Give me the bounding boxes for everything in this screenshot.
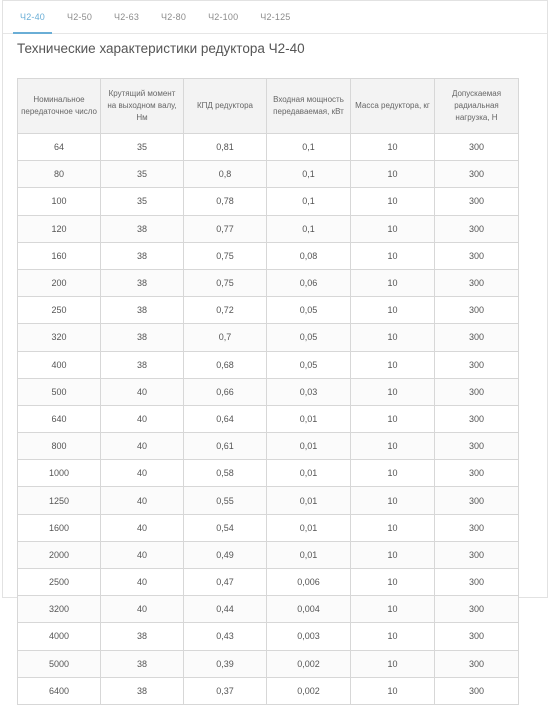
table-cell: 0,01 [267, 460, 351, 487]
table-cell: 0,004 [267, 596, 351, 623]
table-cell: 120 [18, 215, 101, 242]
table-cell: 10 [351, 242, 435, 269]
table-cell: 38 [101, 242, 184, 269]
table-cell: 2000 [18, 541, 101, 568]
table-cell: 0,1 [267, 188, 351, 215]
tab-6[interactable]: Ч2-125 [260, 12, 291, 22]
table-row [18, 134, 519, 161]
tab-5[interactable]: Ч2-100 [208, 12, 239, 22]
table-cell: 160 [18, 242, 101, 269]
table-cell: 10 [351, 569, 435, 596]
table-cell: 10 [351, 460, 435, 487]
column-header: Допускаемая радиальная нагрузка, Н [435, 79, 519, 134]
table-cell: 2500 [18, 569, 101, 596]
table-cell: 300 [435, 623, 519, 650]
tab-4[interactable]: Ч2-80 [161, 12, 187, 22]
table-cell: 10 [351, 269, 435, 296]
table-cell: 0,01 [267, 487, 351, 514]
table-cell: 10 [351, 161, 435, 188]
table-cell: 0,68 [184, 351, 267, 378]
column-header: Номинальное передаточное число [18, 79, 101, 134]
table-cell: 300 [435, 650, 519, 677]
table-cell: 1000 [18, 460, 101, 487]
table-row [18, 677, 519, 704]
table-cell: 300 [435, 324, 519, 351]
table-cell: 300 [435, 269, 519, 296]
table-cell: 300 [435, 215, 519, 242]
column-header: Входная мощность передаваемая, кВт [267, 79, 351, 134]
table-cell: 0,03 [267, 378, 351, 405]
content-panel [2, 0, 548, 696]
table-cell: 0,81 [184, 134, 267, 161]
table-cell: 10 [351, 405, 435, 432]
table-cell: 38 [101, 351, 184, 378]
table-cell: 10 [351, 487, 435, 514]
tab-3[interactable]: Ч2-63 [114, 12, 140, 22]
table-cell: 500 [18, 378, 101, 405]
table-cell: 0,08 [267, 242, 351, 269]
table-cell: 40 [101, 487, 184, 514]
table-cell: 300 [435, 677, 519, 704]
spec-table [17, 78, 519, 705]
table-cell: 10 [351, 324, 435, 351]
table-cell: 300 [435, 514, 519, 541]
table-cell: 0,39 [184, 650, 267, 677]
table-cell: 10 [351, 188, 435, 215]
table-cell: 10 [351, 596, 435, 623]
table-cell: 0,75 [184, 242, 267, 269]
table-cell: 640 [18, 405, 101, 432]
table-cell: 0,002 [267, 650, 351, 677]
table-cell: 0,54 [184, 514, 267, 541]
table-cell: 300 [435, 188, 519, 215]
table-row [18, 269, 519, 296]
table-row [18, 487, 519, 514]
table-cell: 0,64 [184, 405, 267, 432]
table-cell: 300 [435, 433, 519, 460]
table-cell: 38 [101, 297, 184, 324]
table-cell: 3200 [18, 596, 101, 623]
table-cell: 38 [101, 650, 184, 677]
tab-1[interactable]: Ч2-40 [9, 12, 56, 33]
table-cell: 10 [351, 677, 435, 704]
table-cell: 40 [101, 460, 184, 487]
table-cell: 0,75 [184, 269, 267, 296]
column-header: КПД редуктора [184, 79, 267, 134]
table-cell: 0,1 [267, 215, 351, 242]
table-cell: 800 [18, 433, 101, 460]
tab-2[interactable]: Ч2-50 [67, 12, 93, 22]
table-row [18, 541, 519, 568]
table-cell: 10 [351, 378, 435, 405]
table-cell: 40 [101, 378, 184, 405]
table-cell: 320 [18, 324, 101, 351]
table-cell: 400 [18, 351, 101, 378]
table-cell: 6400 [18, 677, 101, 704]
table-cell: 250 [18, 297, 101, 324]
table-cell: 10 [351, 297, 435, 324]
table-row [18, 569, 519, 596]
table-row [18, 242, 519, 269]
table-cell: 300 [435, 161, 519, 188]
table-cell: 0,01 [267, 514, 351, 541]
table-cell: 1600 [18, 514, 101, 541]
table-cell: 38 [101, 677, 184, 704]
table-cell: 40 [101, 569, 184, 596]
table-cell: 10 [351, 134, 435, 161]
table-row [18, 324, 519, 351]
column-header: Крутящий момент на выходном валу, Нм [101, 79, 184, 134]
table-cell: 0,1 [267, 134, 351, 161]
table-cell: 0,05 [267, 297, 351, 324]
table-cell: 0,006 [267, 569, 351, 596]
table-cell: 10 [351, 623, 435, 650]
table-cell: 5000 [18, 650, 101, 677]
table-cell: 38 [101, 269, 184, 296]
table-cell: 0,01 [267, 541, 351, 568]
table-cell: 4000 [18, 623, 101, 650]
table-body [18, 134, 519, 705]
page-title: Технические характеристики редуктора Ч2-40 [17, 41, 305, 56]
table-row [18, 161, 519, 188]
table-cell: 38 [101, 324, 184, 351]
table-cell: 40 [101, 596, 184, 623]
table-header-row [18, 79, 519, 134]
table-row [18, 405, 519, 432]
table-cell: 0,44 [184, 596, 267, 623]
table-cell: 35 [101, 134, 184, 161]
table-cell: 40 [101, 514, 184, 541]
table-row [18, 514, 519, 541]
table-row [18, 351, 519, 378]
table-cell: 300 [435, 378, 519, 405]
table-cell: 0,66 [184, 378, 267, 405]
table-cell: 0,8 [184, 161, 267, 188]
table-cell: 10 [351, 514, 435, 541]
table-row [18, 297, 519, 324]
table-cell: 0,61 [184, 433, 267, 460]
table-row [18, 215, 519, 242]
table-cell: 0,55 [184, 487, 267, 514]
table-cell: 10 [351, 351, 435, 378]
table-cell: 38 [101, 623, 184, 650]
table-cell: 35 [101, 161, 184, 188]
table-cell: 200 [18, 269, 101, 296]
table-cell: 300 [435, 405, 519, 432]
table-row [18, 433, 519, 460]
table-cell: 300 [435, 134, 519, 161]
table-cell: 64 [18, 134, 101, 161]
table-cell: 10 [351, 650, 435, 677]
table-cell: 0,05 [267, 351, 351, 378]
table-cell: 0,1 [267, 161, 351, 188]
table-cell: 300 [435, 541, 519, 568]
table-row [18, 650, 519, 677]
table-cell: 10 [351, 541, 435, 568]
table-cell: 0,37 [184, 677, 267, 704]
table-cell: 0,78 [184, 188, 267, 215]
table-row [18, 623, 519, 650]
table-cell: 300 [435, 351, 519, 378]
table-row [18, 460, 519, 487]
table-cell: 300 [435, 596, 519, 623]
table-cell: 40 [101, 405, 184, 432]
tab-bar [3, 1, 547, 34]
table-cell: 0,49 [184, 541, 267, 568]
table-cell: 0,06 [267, 269, 351, 296]
table-cell: 0,01 [267, 433, 351, 460]
table-cell: 100 [18, 188, 101, 215]
table-cell: 0,47 [184, 569, 267, 596]
table-cell: 80 [18, 161, 101, 188]
table-cell: 300 [435, 242, 519, 269]
table-cell: 10 [351, 433, 435, 460]
table-cell: 1250 [18, 487, 101, 514]
table-cell: 0,7 [184, 324, 267, 351]
table-cell: 0,002 [267, 677, 351, 704]
table-cell: 300 [435, 569, 519, 596]
table-cell: 40 [101, 541, 184, 568]
table-cell: 300 [435, 460, 519, 487]
table-cell: 40 [101, 433, 184, 460]
table-row [18, 378, 519, 405]
table-cell: 300 [435, 487, 519, 514]
table-cell: 0,72 [184, 297, 267, 324]
table-cell: 10 [351, 215, 435, 242]
table-cell: 300 [435, 297, 519, 324]
column-header: Масса редуктора, кг [351, 79, 435, 134]
table-row [18, 188, 519, 215]
table-cell: 38 [101, 215, 184, 242]
table-cell: 0,58 [184, 460, 267, 487]
table-cell: 0,77 [184, 215, 267, 242]
table-cell: 0,05 [267, 324, 351, 351]
table-cell: 0,003 [267, 623, 351, 650]
table-cell: 35 [101, 188, 184, 215]
table-cell: 0,01 [267, 405, 351, 432]
table-cell: 0,43 [184, 623, 267, 650]
